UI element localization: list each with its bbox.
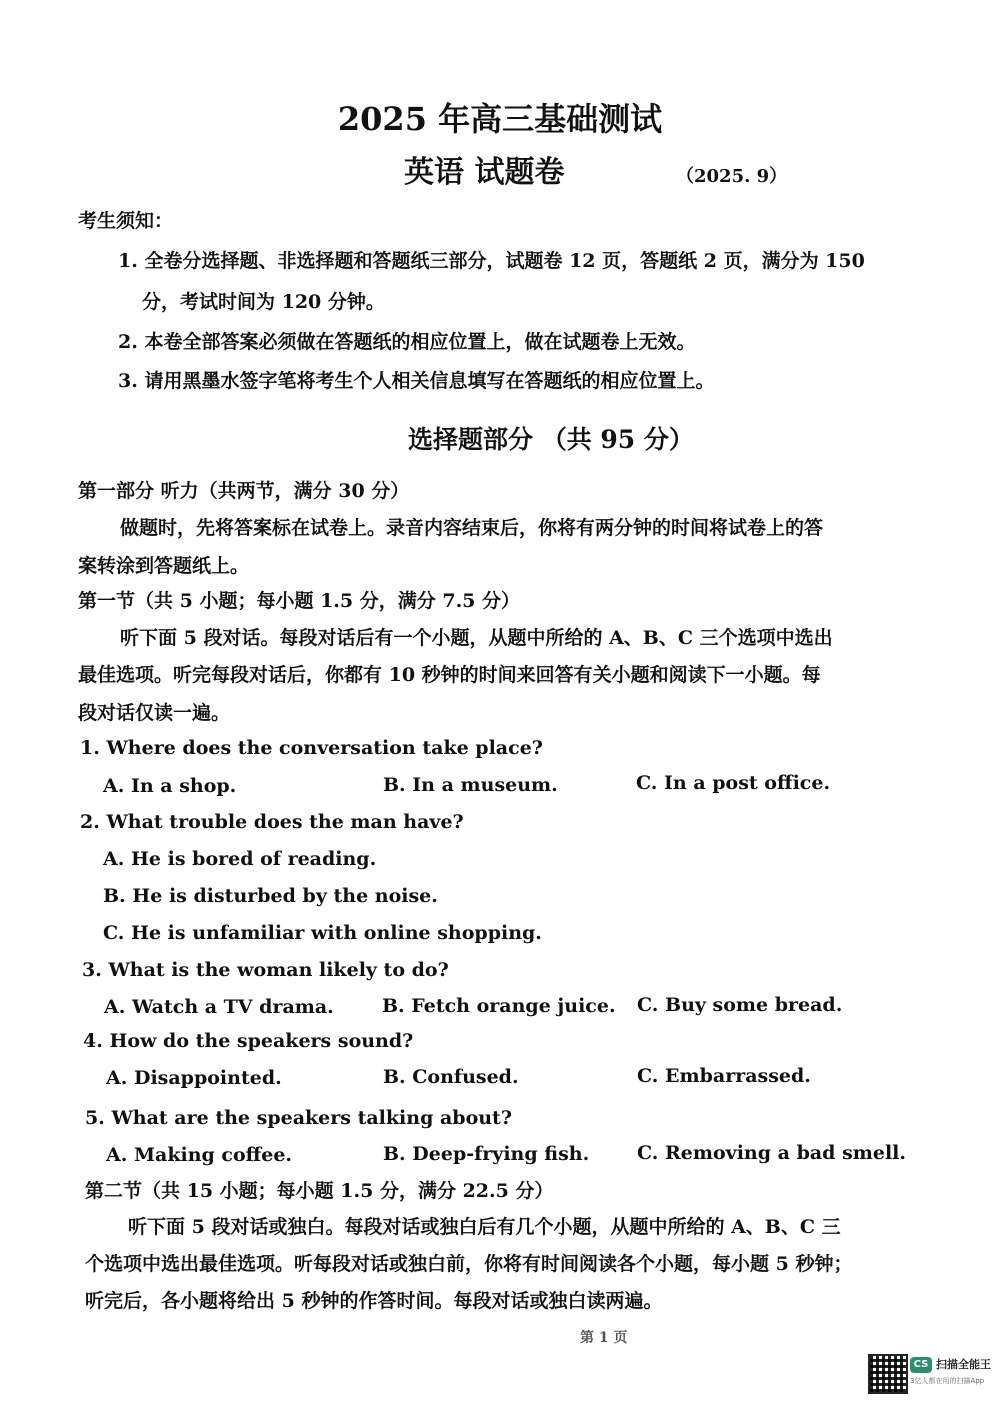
scanner-logo-icon: CS [910, 1357, 932, 1373]
qr-code-icon [868, 1354, 908, 1394]
page-subtitle: 英语 试题卷 [404, 155, 565, 190]
part-1-heading: 第一部分 听力（共两节，满分 30 分） [78, 480, 410, 502]
question-3-stem: 3. What is the woman likely to do? [82, 959, 449, 981]
section-1-intro-line-1: 听下面 5 段对话。每段对话后有一个小题，从题中所给的 A、B、C 三个选项中选出 [120, 627, 833, 649]
question-4-stem: 4. How do the speakers sound? [83, 1030, 414, 1052]
scanner-app-name: 扫描全能王 [936, 1358, 991, 1371]
question-1-stem: 1. Where does the conversation take place? [80, 737, 543, 759]
question-5-stem: 5. What are the speakers talking about? [85, 1107, 512, 1129]
question-2-option-c: C. He is unfamiliar with online shopping. [103, 922, 542, 944]
question-3-option-a: A. Watch a TV drama. [104, 996, 334, 1018]
page-number: 第 1 页 [580, 1330, 628, 1346]
page-title: 2025 年高三基础测试 [337, 100, 663, 138]
question-3-option-b: B. Fetch orange juice. [382, 995, 616, 1017]
question-1-option-c: C. In a post office. [636, 772, 831, 794]
section-2-intro-line-1: 听下面 5 段对话或独白。每段对话或独白后有几个小题，从题中所给的 A、B、C 三 [128, 1216, 841, 1238]
exam-date: （2025. 9） [676, 166, 788, 187]
notice-item-2: 2. 本卷全部答案必须做在答题纸的相应位置上，做在试题卷上无效。 [118, 331, 696, 353]
question-1-option-a: A. In a shop. [103, 775, 237, 797]
question-4-option-c: C. Embarrassed. [637, 1065, 811, 1087]
notice-item-1-line-1: 1. 全卷分选择题、非选择题和答题纸三部分，试题卷 12 页，答题纸 2 页，满分为 150 [118, 250, 865, 272]
section-1-intro-line-3: 段对话仅读一遍。 [78, 702, 231, 724]
section-1-heading: 第一节（共 5 小题；每小题 1.5 分，满分 7.5 分） [78, 590, 521, 612]
question-2-stem: 2. What trouble does the man have? [80, 811, 464, 833]
question-1-option-b: B. In a museum. [383, 774, 558, 796]
notice-item-3: 3. 请用黑墨水签字笔将考生个人相关信息填写在答题纸的相应位置上。 [118, 370, 715, 392]
question-5-option-c: C. Removing a bad smell. [637, 1142, 907, 1164]
notice-heading: 考生须知： [78, 210, 174, 232]
question-5-option-a: A. Making coffee. [106, 1144, 293, 1166]
question-4-option-a: A. Disappointed. [106, 1067, 282, 1089]
question-4-option-b: B. Confused. [383, 1066, 519, 1088]
question-2-option-a: A. He is bored of reading. [103, 848, 377, 870]
notice-item-1-line-2: 分，考试时间为 120 分钟。 [142, 291, 385, 313]
question-3-option-c: C. Buy some bread. [637, 994, 843, 1016]
section-2-intro-line-3: 听完后，各小题将给出 5 秒钟的作答时间。每段对话或独白读两遍。 [85, 1290, 663, 1312]
part-1-intro-line-1: 做题时，先将答案标在试卷上。录音内容结束后，你将有两分钟的时间将试卷上的答 [120, 517, 824, 539]
question-5-option-b: B. Deep-frying fish. [383, 1143, 590, 1165]
scanner-app-tagline: 3亿人都在用的扫描App [910, 1377, 985, 1385]
section-2-heading: 第二节（共 15 小题；每小题 1.5 分，满分 22.5 分） [85, 1180, 554, 1202]
part-1-intro-line-2: 案转涂到答题纸上。 [78, 555, 250, 577]
question-2-option-b: B. He is disturbed by the noise. [103, 885, 438, 907]
section-2-intro-line-2: 个选项中选出最佳选项。听每段对话或独白前，你将有时间阅读各个小题，每小题 5 秒钟； [85, 1253, 853, 1275]
section-1-intro-line-2: 最佳选项。听完每段对话后，你都有 10 秒钟的时间来回答有关小题和阅读下一小题。每 [78, 664, 821, 686]
section-title: 选择题部分 （共 95 分） [408, 425, 694, 454]
